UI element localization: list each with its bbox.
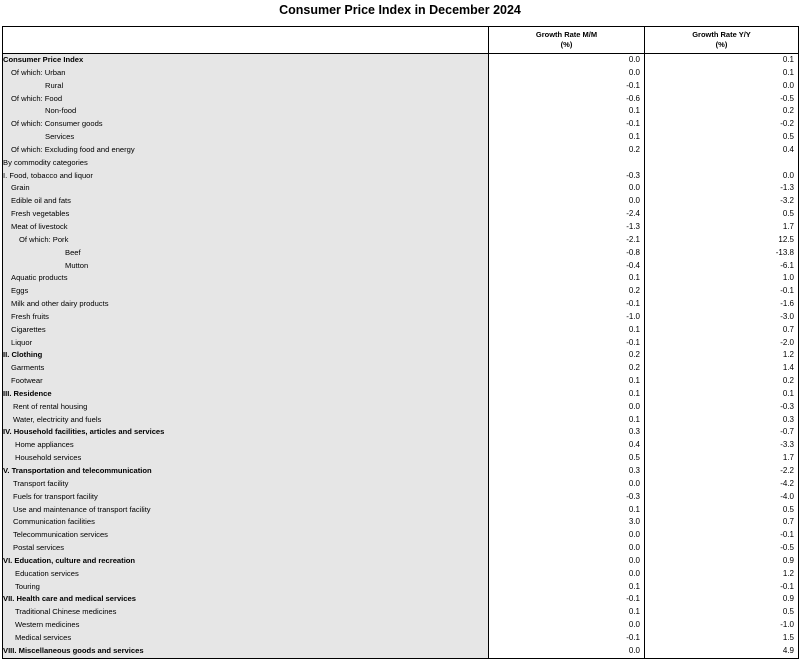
table-row xyxy=(2,118,799,131)
row-label: IV. Household facilities, articles and services xyxy=(2,426,489,439)
table-row xyxy=(2,247,799,260)
row-label: Of which: Food xyxy=(2,93,489,106)
table-row xyxy=(2,542,799,555)
row-yy-value: -4.2 xyxy=(645,478,799,491)
row-mm-value: 0.3 xyxy=(489,465,645,478)
row-mm-value: 0.0 xyxy=(489,529,645,542)
row-yy-value: -4.0 xyxy=(645,491,799,504)
row-yy-value: 0.1 xyxy=(645,67,799,80)
row-mm-value: 0.2 xyxy=(489,285,645,298)
row-yy-value: 0.3 xyxy=(645,414,799,427)
row-yy-value: -6.1 xyxy=(645,260,799,273)
row-yy-value: 12.5 xyxy=(645,234,799,247)
table-row xyxy=(2,581,799,594)
row-yy-value: 0.9 xyxy=(645,593,799,606)
row-yy-value: 1.7 xyxy=(645,221,799,234)
row-mm-value: -2.4 xyxy=(489,208,645,221)
row-yy-value: -0.5 xyxy=(645,93,799,106)
row-label: Services xyxy=(2,131,489,144)
row-label: Footwear xyxy=(2,375,489,388)
row-mm-value: 0.3 xyxy=(489,426,645,439)
row-label: Milk and other dairy products xyxy=(2,298,489,311)
row-yy-value: -0.1 xyxy=(645,529,799,542)
row-yy-value: -0.3 xyxy=(645,401,799,414)
row-label: Garments xyxy=(2,362,489,375)
table-body xyxy=(2,54,799,659)
row-mm-value: 0.2 xyxy=(489,144,645,157)
row-mm-value: -1.3 xyxy=(489,221,645,234)
row-label: Medical services xyxy=(2,632,489,645)
row-yy-value: 1.2 xyxy=(645,349,799,362)
table-header xyxy=(2,26,799,54)
table-row xyxy=(2,349,799,362)
table-row xyxy=(2,144,799,157)
row-yy-value: 0.7 xyxy=(645,516,799,529)
row-label: Postal services xyxy=(2,542,489,555)
row-label: By commodity categories xyxy=(2,157,489,170)
table-row xyxy=(2,529,799,542)
row-yy-value xyxy=(645,157,799,170)
row-label: Edible oil and fats xyxy=(2,195,489,208)
row-label: VIII. Miscellaneous goods and services xyxy=(2,645,489,658)
row-mm-value: -0.1 xyxy=(489,298,645,311)
row-label: Rural xyxy=(2,80,489,93)
table-row xyxy=(2,54,799,67)
table-row xyxy=(2,426,799,439)
table-row xyxy=(2,439,799,452)
row-label: Liquor xyxy=(2,337,489,350)
table-row xyxy=(2,260,799,273)
table-row xyxy=(2,465,799,478)
table-row xyxy=(2,645,799,659)
row-yy-value: -0.5 xyxy=(645,542,799,555)
row-mm-value: 0.1 xyxy=(489,375,645,388)
row-mm-value: 0.1 xyxy=(489,324,645,337)
row-mm-value: 0.5 xyxy=(489,452,645,465)
row-mm-value: -0.3 xyxy=(489,491,645,504)
row-yy-value: 0.2 xyxy=(645,105,799,118)
header-label-cell xyxy=(2,27,489,53)
row-yy-value: -0.7 xyxy=(645,426,799,439)
header-yy xyxy=(645,27,799,53)
row-label: II. Clothing xyxy=(2,349,489,362)
table-row xyxy=(2,311,799,324)
row-label: Of which: Excluding food and energy xyxy=(2,144,489,157)
row-mm-value: -0.8 xyxy=(489,247,645,260)
row-yy-value: 0.5 xyxy=(645,606,799,619)
row-yy-value: 0.7 xyxy=(645,324,799,337)
row-mm-value: 0.0 xyxy=(489,645,645,658)
row-label: Rent of rental housing xyxy=(2,401,489,414)
row-label: Eggs xyxy=(2,285,489,298)
row-mm-value: 0.1 xyxy=(489,504,645,517)
row-mm-value: 0.0 xyxy=(489,195,645,208)
row-mm-value: 0.0 xyxy=(489,619,645,632)
table-row xyxy=(2,80,799,93)
row-mm-value: 0.0 xyxy=(489,568,645,581)
row-mm-value: 0.0 xyxy=(489,54,645,67)
row-yy-value: 0.4 xyxy=(645,144,799,157)
row-mm-value: 0.0 xyxy=(489,478,645,491)
row-label: Traditional Chinese medicines xyxy=(2,606,489,619)
table-row xyxy=(2,401,799,414)
row-label: Use and maintenance of transport facility xyxy=(2,504,489,517)
row-label: Touring xyxy=(2,581,489,594)
row-yy-value: 0.9 xyxy=(645,555,799,568)
row-label: Education services xyxy=(2,568,489,581)
row-label: Of which: Consumer goods xyxy=(2,118,489,131)
row-label: Meat of livestock xyxy=(2,221,489,234)
table-row xyxy=(2,504,799,517)
row-mm-value: -0.1 xyxy=(489,80,645,93)
row-label: Water, electricity and fuels xyxy=(2,414,489,427)
row-mm-value: 0.2 xyxy=(489,362,645,375)
row-yy-value: 0.0 xyxy=(645,80,799,93)
table-row xyxy=(2,568,799,581)
table-row xyxy=(2,491,799,504)
row-mm-value: -0.1 xyxy=(489,118,645,131)
table-row xyxy=(2,632,799,645)
table-row xyxy=(2,67,799,80)
row-yy-value: 0.5 xyxy=(645,504,799,517)
row-yy-value: 4.9 xyxy=(645,645,799,658)
table-row xyxy=(2,208,799,221)
row-label: Aquatic products xyxy=(2,272,489,285)
header-mm-unit: (%) xyxy=(560,40,573,49)
table-row xyxy=(2,388,799,401)
header-mm xyxy=(489,27,645,53)
row-mm-value: 0.4 xyxy=(489,439,645,452)
cpi-table xyxy=(2,26,799,659)
row-label: Of which: Urban xyxy=(2,67,489,80)
row-yy-value: -3.0 xyxy=(645,311,799,324)
row-label: V. Transportation and telecommunication xyxy=(2,465,489,478)
row-mm-value: 0.0 xyxy=(489,67,645,80)
table-row xyxy=(2,298,799,311)
row-yy-value: -3.3 xyxy=(645,439,799,452)
row-yy-value: -13.8 xyxy=(645,247,799,260)
row-mm-value: -0.4 xyxy=(489,260,645,273)
table-row xyxy=(2,285,799,298)
row-label: VII. Health care and medical services xyxy=(2,593,489,606)
row-yy-value: 1.2 xyxy=(645,568,799,581)
row-mm-value: -0.1 xyxy=(489,632,645,645)
header-yy-label: Growth Rate Y/Y xyxy=(692,30,751,39)
row-yy-value: -1.6 xyxy=(645,298,799,311)
row-label: Grain xyxy=(2,182,489,195)
row-mm-value: -0.1 xyxy=(489,593,645,606)
table-row xyxy=(2,516,799,529)
row-label: Cigarettes xyxy=(2,324,489,337)
row-mm-value: -0.1 xyxy=(489,337,645,350)
table-row xyxy=(2,182,799,195)
table-row xyxy=(2,93,799,106)
page-title: Consumer Price Index in December 2024 xyxy=(279,3,521,17)
row-label: VI. Education, culture and recreation xyxy=(2,555,489,568)
row-yy-value: 1.0 xyxy=(645,272,799,285)
row-label: Fresh vegetables xyxy=(2,208,489,221)
row-yy-value: 1.4 xyxy=(645,362,799,375)
header-yy-unit: (%) xyxy=(715,40,728,49)
row-mm-value: 0.1 xyxy=(489,388,645,401)
row-yy-value: -3.2 xyxy=(645,195,799,208)
header-mm-label: Growth Rate M/M xyxy=(535,30,598,39)
row-mm-value: 0.0 xyxy=(489,542,645,555)
row-label: Consumer Price Index xyxy=(2,54,489,67)
table-row xyxy=(2,234,799,247)
row-label: Of which: Pork xyxy=(2,234,489,247)
table-row xyxy=(2,131,799,144)
row-yy-value: -2.2 xyxy=(645,465,799,478)
table-row xyxy=(2,195,799,208)
row-mm-value: 0.1 xyxy=(489,272,645,285)
row-label: Non-food xyxy=(2,105,489,118)
row-yy-value: -0.1 xyxy=(645,285,799,298)
row-label: Household services xyxy=(2,452,489,465)
table-row xyxy=(2,375,799,388)
row-yy-value: 0.5 xyxy=(645,208,799,221)
table-row xyxy=(2,272,799,285)
row-yy-value: -2.0 xyxy=(645,337,799,350)
row-label: Western medicines xyxy=(2,619,489,632)
row-label: I. Food, tobacco and liquor xyxy=(2,170,489,183)
row-mm-value: 0.2 xyxy=(489,349,645,362)
table-row xyxy=(2,452,799,465)
row-yy-value: -1.0 xyxy=(645,619,799,632)
table-row xyxy=(2,324,799,337)
row-mm-value: 0.1 xyxy=(489,606,645,619)
row-mm-value: 0.0 xyxy=(489,182,645,195)
table-row xyxy=(2,478,799,491)
row-mm-value: 0.1 xyxy=(489,414,645,427)
row-mm-value xyxy=(489,157,645,170)
row-mm-value: -0.3 xyxy=(489,170,645,183)
row-mm-value: 0.0 xyxy=(489,555,645,568)
table-row xyxy=(2,170,799,183)
row-yy-value: 1.7 xyxy=(645,452,799,465)
row-yy-value: -1.3 xyxy=(645,182,799,195)
row-mm-value: 0.0 xyxy=(489,401,645,414)
row-mm-value: 0.1 xyxy=(489,105,645,118)
row-yy-value: -0.2 xyxy=(645,118,799,131)
table-row xyxy=(2,593,799,606)
table-row xyxy=(2,555,799,568)
row-label: Home appliances xyxy=(2,439,489,452)
table-row xyxy=(2,157,799,170)
table-row xyxy=(2,619,799,632)
row-label: Fresh fruits xyxy=(2,311,489,324)
row-yy-value: 1.5 xyxy=(645,632,799,645)
row-label: Transport facility xyxy=(2,478,489,491)
row-yy-value: 0.0 xyxy=(645,170,799,183)
row-mm-value: 3.0 xyxy=(489,516,645,529)
row-label: Communication facilities xyxy=(2,516,489,529)
row-yy-value: 0.5 xyxy=(645,131,799,144)
row-mm-value: 0.1 xyxy=(489,581,645,594)
row-yy-value: 0.1 xyxy=(645,388,799,401)
row-label: Telecommunication services xyxy=(2,529,489,542)
row-label: Mutton xyxy=(2,260,489,273)
table-row xyxy=(2,337,799,350)
row-yy-value: -0.1 xyxy=(645,581,799,594)
table-row xyxy=(2,221,799,234)
row-yy-value: 0.2 xyxy=(645,375,799,388)
row-mm-value: -1.0 xyxy=(489,311,645,324)
table-row xyxy=(2,362,799,375)
row-label: Beef xyxy=(2,247,489,260)
row-mm-value: 0.1 xyxy=(489,131,645,144)
row-label: Fuels for transport facility xyxy=(2,491,489,504)
row-mm-value: -0.6 xyxy=(489,93,645,106)
table-row xyxy=(2,105,799,118)
row-yy-value: 0.1 xyxy=(645,54,799,67)
table-row xyxy=(2,414,799,427)
row-label: III. Residence xyxy=(2,388,489,401)
row-mm-value: -2.1 xyxy=(489,234,645,247)
table-row xyxy=(2,606,799,619)
